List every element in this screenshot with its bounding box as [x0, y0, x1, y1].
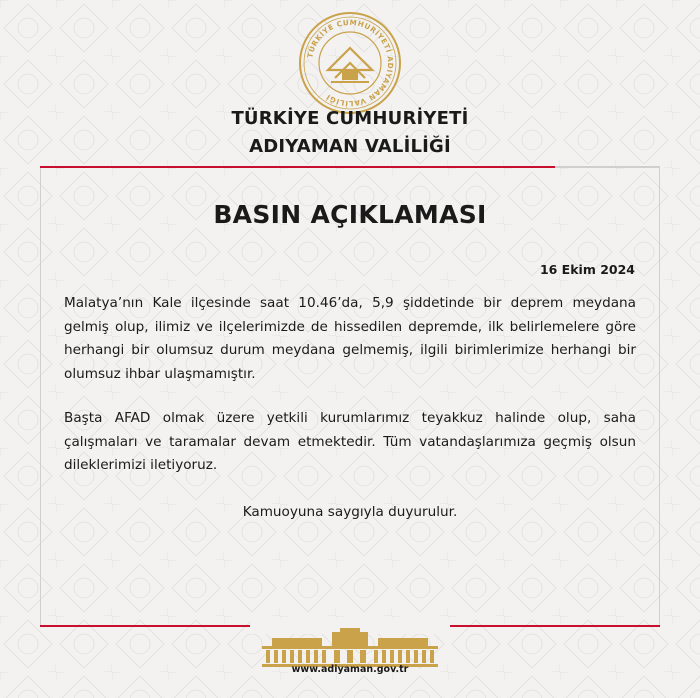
header-line-2: ADIYAMAN VALİLİĞİ [249, 136, 451, 157]
paragraph-1: Malatya’nın Kale ilçesinde saat 10.46’da, 5,9 şiddetinde bir deprem meydana gelmiş olup, ilimiz ve ilçelerimizde de hissedilen depremde, ilk belirlemelere göre herhangi bir olumsuz durum meydana gelmemiş, ilgili birimlerimize herhangi bir olumsuz ihbar ulaşmamıştır. [64, 295, 636, 382]
governorship-building-icon [262, 628, 438, 668]
frame-bottom-accent-right [450, 625, 660, 627]
frame-right-border [659, 166, 660, 627]
seal-emblem-icon [295, 8, 405, 118]
frame-top-accent-left [40, 166, 220, 168]
frame-top-border [555, 166, 660, 168]
header-line-1: TÜRKİYE CUMHURİYETİ [231, 108, 469, 129]
website-link[interactable]: www.adiyaman.gov.tr [291, 664, 409, 675]
frame-top-accent [220, 166, 555, 168]
document-date: 16 Ekim 2024 [539, 262, 635, 277]
closing-statement: Kamuoyuna saygıyla duyurulur. [242, 504, 458, 520]
paragraph-2: Başta AFAD olmak üzere yetkili kurumlarımız teyakkuz halinde olup, saha çalışmaları ve taramalar devam etmektedir. Tüm vatandaşlarımıza geçmiş olsun dileklerimizi iletiyoruz. [64, 410, 636, 473]
seal-text: TÜRKİYE CUMHURİYETİ ADIYAMAN VALİLİĞİ [305, 17, 396, 109]
document-title: BASIN AÇIKLAMASI [213, 200, 487, 229]
frame-bottom-accent-left [40, 625, 250, 627]
frame-left-border [40, 166, 41, 627]
